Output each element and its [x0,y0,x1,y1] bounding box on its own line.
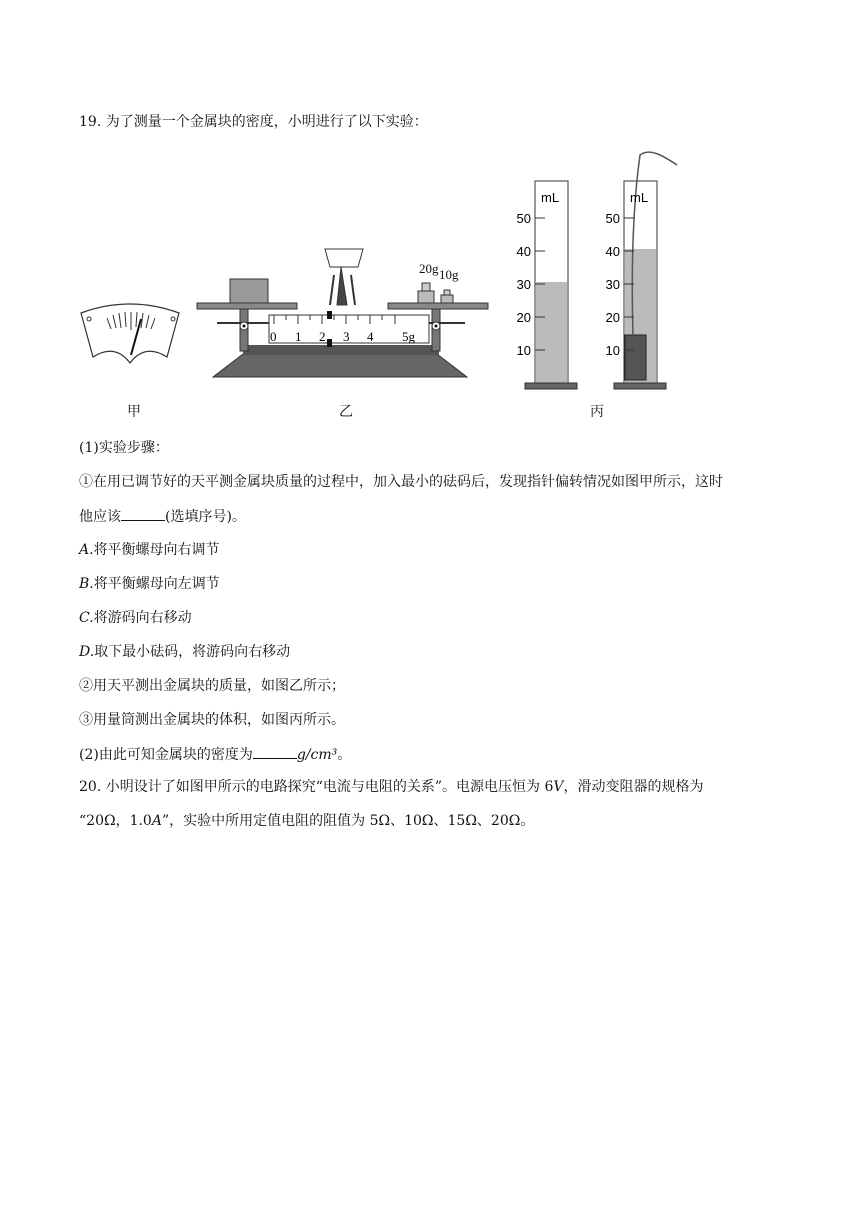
caption-jia: 甲 [127,404,141,420]
q20-line1-post: ，滑动变阻器的规格为 [563,779,704,795]
option-d-text: 取下最小砝码，将游码向右移动 [94,644,291,660]
scale-label-1: 1 [295,329,302,344]
part2-post: 。 [337,747,352,763]
option-a [79,540,220,560]
figure-svg [75,145,695,420]
step3: ③用量筒测出金属块的体积，如图丙所示。 [79,712,345,728]
cyl2-tick-50: 50 [605,211,620,226]
cyl1-tick-30: 30 [516,277,531,292]
density-unit: g/cm³ [296,747,338,763]
option-d-letter: D. [79,644,95,660]
step1-line2 [79,506,246,527]
q20-line1-pre: 20. 小明设计了如图甲所示的电路探究“电流与电阻的关系”。电源电压恒为 6 [79,779,554,795]
step1-line2-post: (选填序号)。 [165,509,246,525]
cyl1-tick-50: 50 [516,211,531,226]
q20-line2-pre: “20Ω，1.0 [79,813,152,829]
balance-figure [197,249,488,377]
cylinder-figure [517,152,677,389]
weight-10g-label: 10g [439,267,459,282]
part2-pre: (2)由此可知金属块的密度为 [79,747,253,763]
q20-line2 [79,811,534,831]
answer-blank-1[interactable] [121,506,165,521]
scale-label-0: 0 [270,329,277,344]
option-b-text: 将平衡螺母向左调节 [93,576,220,592]
cyl1-tick-20: 20 [516,310,531,325]
answer-blank-2[interactable] [253,744,297,759]
part2 [79,744,351,765]
option-c-letter: C. [79,610,94,626]
cyl2-tick-20: 20 [605,310,620,325]
step2: ②用天平测出金属块的质量，如图乙所示； [79,678,345,694]
weight-20g-label: 20g [419,261,439,276]
option-c-text: 将游码向右移动 [93,610,192,626]
step1-line2-pre: 他应该 [79,509,121,525]
q20-current-unit: A [151,813,162,829]
option-a-letter: A. [79,542,94,558]
option-b-letter: B. [79,576,94,592]
pointer-scale-figure [81,304,179,363]
cyl1-tick-10: 10 [516,343,531,358]
option-a-text: 将平衡螺母向右调节 [93,542,220,558]
option-b [79,574,220,594]
scale-label-5g: 5g [402,329,415,344]
cyl2-tick-10: 10 [605,343,620,358]
step1-line1: ①在用已调节好的天平测金属块质量的过程中，加入最小的砝码后，发现指针偏转情况如图甲所示，这时 [79,474,723,490]
cylinder2-unit: mL [630,190,649,205]
cylinder1-unit: mL [541,190,560,205]
scale-label-4: 4 [367,329,374,344]
part1-heading: (1)实验步骤： [79,440,169,456]
caption-bing: 丙 [590,404,604,420]
cyl2-tick-30: 30 [605,277,620,292]
experiment-figure [75,145,695,420]
q20-line1 [79,777,704,797]
q20-line2-post: ”，实验中所用定值电阻的阻值为 5Ω、10Ω、15Ω、20Ω。 [161,813,535,829]
scale-label-2: 2 [319,329,326,344]
cyl1-tick-40: 40 [516,244,531,259]
q19-title: 19. 为了测量一个金属块的密度，小明进行了以下实验： [79,114,428,130]
option-d [79,642,290,662]
scale-label-3: 3 [343,329,350,344]
cyl2-tick-40: 40 [605,244,620,259]
q20-voltage-unit: V [553,779,564,795]
option-c [79,608,192,628]
caption-yi: 乙 [339,404,353,420]
